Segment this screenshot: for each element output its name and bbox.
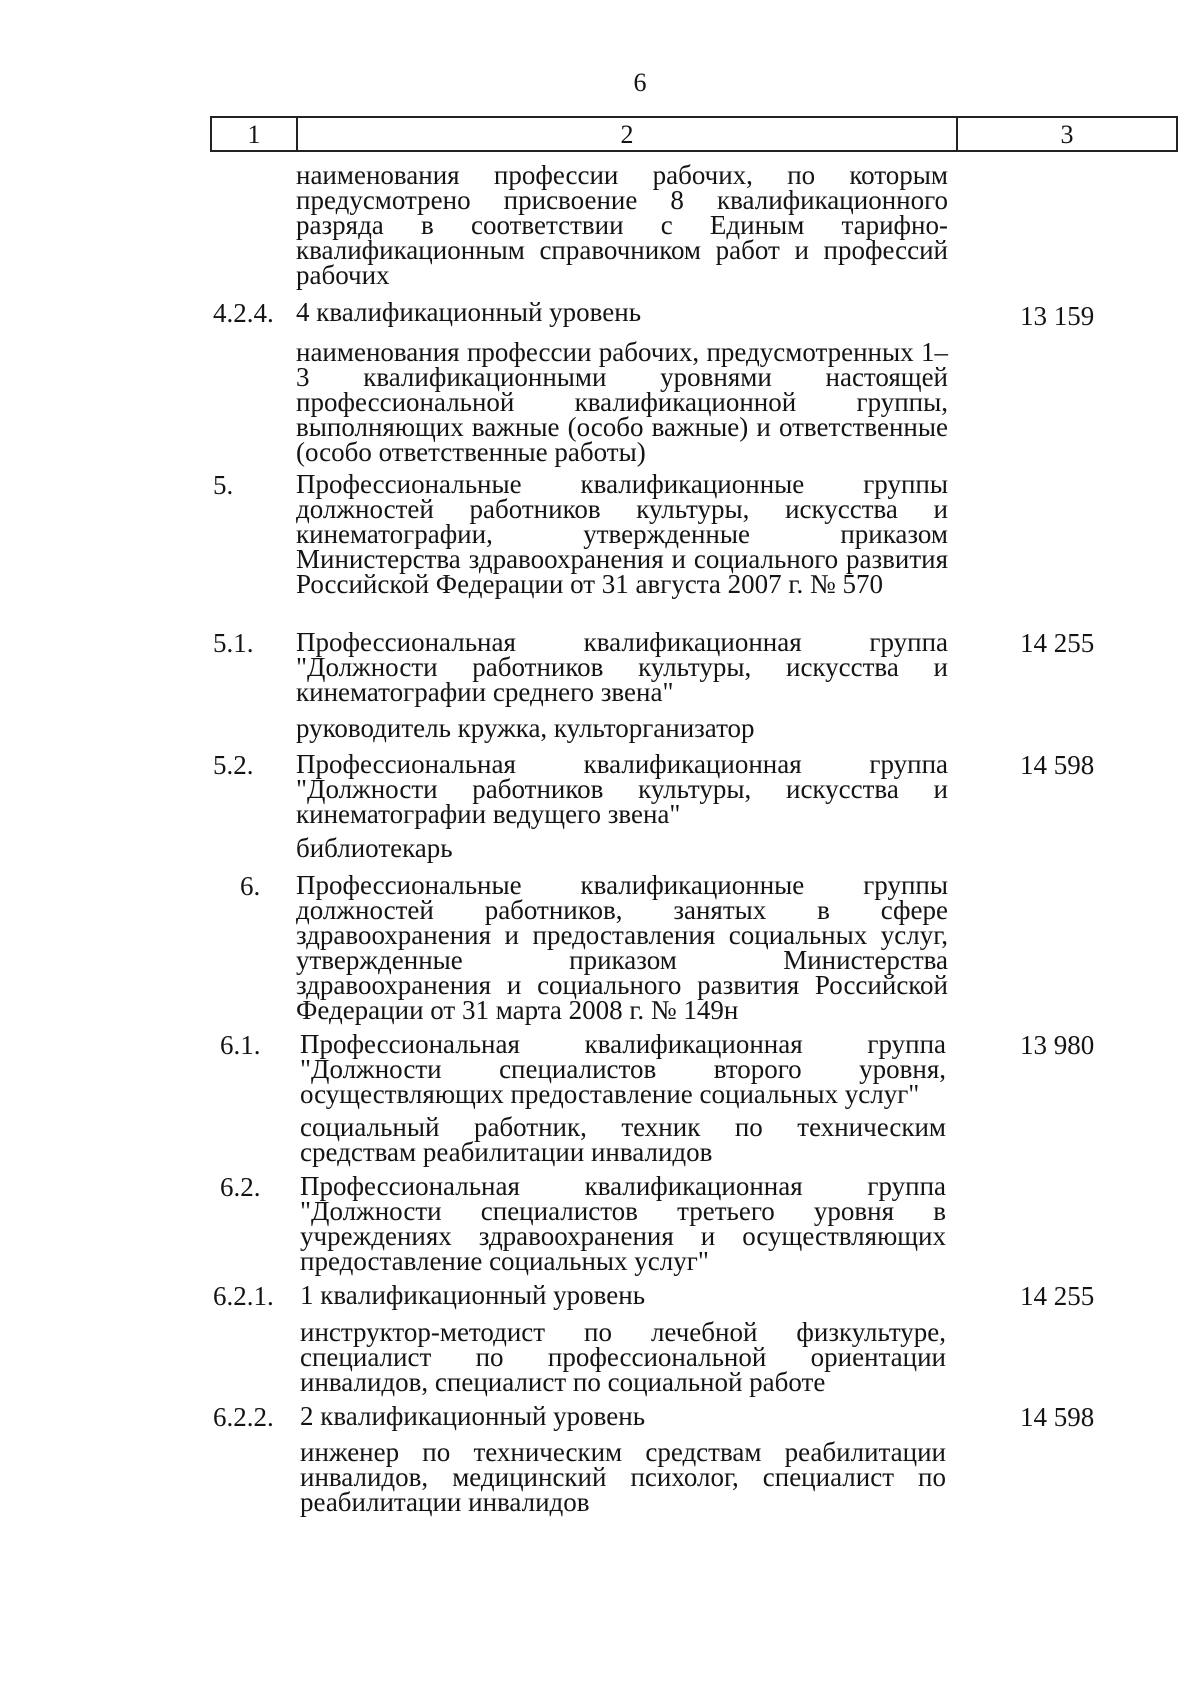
- row-text: наименования профессии рабочих, предусмотренных 1–3 квалификационными уровнями настоящей профессиональной квалификационной группы, выполняющих важные (особо важные) и ответственные (особо ответственные работы): [296, 337, 948, 467]
- row-text: 4 квалификационный уровень: [296, 297, 642, 327]
- row-number: 5.2.: [213, 750, 254, 780]
- row-number: 4.2.4.: [213, 298, 274, 328]
- table-header: [210, 116, 1178, 152]
- row-text: Профессиональные квалификационные группы должностей работников культуры, искусства и кинематографии, утвержденные приказом Министерства здравоохранения и социального развития Российской Федерации от 31 августа 2007 г. № 570: [296, 469, 948, 599]
- row-text: наименования профессии рабочих, по которым предусмотрено присвоение 8 квалификационного разряда в соответствии с Единым тарифно-квалификационным справочником работ и профессий рабочих: [296, 160, 948, 290]
- row-number: 6.2.1.: [213, 1281, 274, 1311]
- row-number: 6.1.: [220, 1030, 261, 1060]
- row-text: 2 квалификационный уровень: [300, 1401, 646, 1431]
- row-text: Профессиональные квалификационные группы должностей работников, занятых в сфере здравоохранения и предоставления социальных услуг, утвержденные приказом Министерства здравоохранения и социального развития Российской Федерации от 31 марта 2008 г. № 149н: [296, 870, 948, 1025]
- row-text: инструктор-методист по лечебной физкультуре, специалист по профессиональной ориентации инвалидов, специалист по социальной работе: [300, 1317, 946, 1397]
- row-text: руководитель кружка, культорганизатор: [296, 713, 755, 743]
- header-col-3: 3: [1060, 120, 1074, 149]
- row-text: Профессиональная квалификационная группа "Должности специалистов второго уровня, осуществляющих предоставление социальных услуг": [300, 1029, 946, 1109]
- row-value: 14 255: [1020, 628, 1095, 658]
- row-number: 6.2.: [220, 1172, 261, 1202]
- row-value: 13 980: [1020, 1030, 1095, 1060]
- row-value: 13 159: [1020, 301, 1095, 331]
- row-text: Профессиональная квалификационная группа "Должности специалистов третьего уровня в учреждениях здравоохранения и осуществляющих предоставление социальных услуг": [300, 1171, 946, 1276]
- row-number: 6.: [240, 871, 261, 901]
- row-text: 1 квалификационный уровень: [300, 1280, 646, 1310]
- row-value: 14 598: [1020, 750, 1095, 780]
- row-text: Профессиональная квалификационная группа "Должности работников культуры, искусства и кинематографии ведущего звена": [296, 749, 948, 829]
- row-text: социальный работник, техник по техническим средствам реабилитации инвалидов: [300, 1112, 946, 1167]
- row-text: библиотекарь: [296, 833, 453, 863]
- page-number: 6: [633, 68, 647, 97]
- row-number: 5.: [213, 470, 234, 500]
- row-text: инженер по техническим средствам реабилитации инвалидов, медицинский психолог, специалист по реабилитации инвалидов: [300, 1437, 946, 1517]
- header-col-2: 2: [298, 118, 958, 150]
- row-number: 5.1.: [213, 628, 254, 658]
- row-text: Профессиональная квалификационная группа "Должности работников культуры, искусства и кинематографии среднего звена": [296, 627, 948, 707]
- row-value: 14 598: [1020, 1402, 1095, 1432]
- row-value: 14 255: [1020, 1281, 1095, 1311]
- header-col-1: 1: [212, 118, 298, 150]
- row-number: 6.2.2.: [213, 1402, 274, 1432]
